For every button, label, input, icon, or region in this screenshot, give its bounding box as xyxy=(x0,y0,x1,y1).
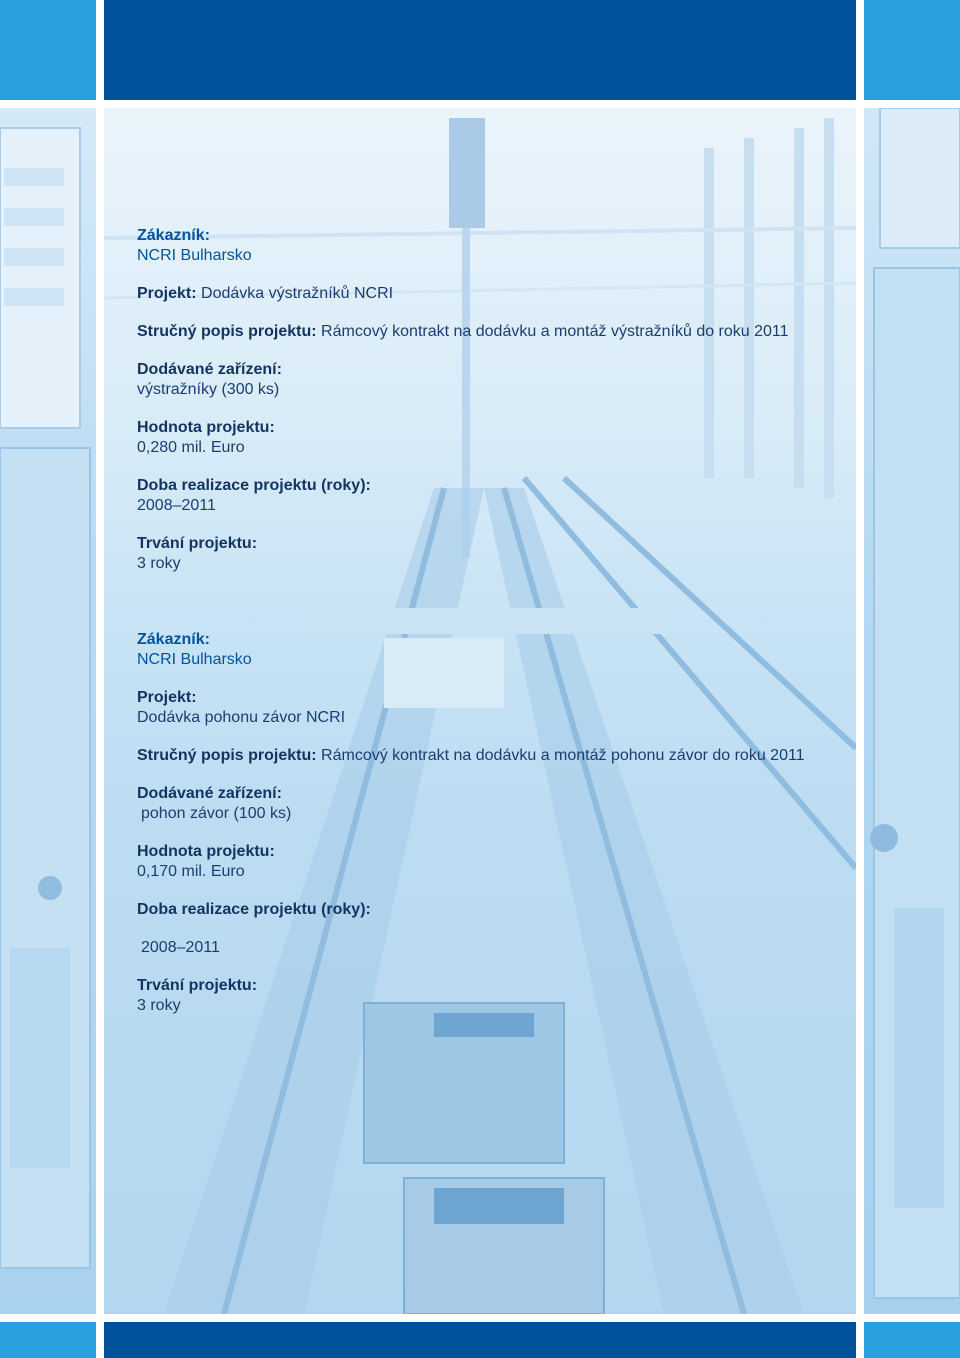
value-label: Hodnota projektu: xyxy=(137,843,275,860)
description-value: Rámcový kontrakt na dodávku a montáž výstražníků do roku 2011 xyxy=(321,323,789,340)
project1-value xyxy=(137,418,837,458)
equipment-value: pohon závor (100 ks) xyxy=(141,805,292,822)
section-gap xyxy=(137,592,837,630)
project2-duration xyxy=(137,976,837,1016)
project2-description xyxy=(137,746,837,766)
header-band-center xyxy=(104,0,856,100)
project-value: Dodávka výstražníků NCRI xyxy=(201,285,394,302)
description-label: Stručný popis projektu: xyxy=(137,747,317,764)
project2-project xyxy=(137,688,837,728)
project-label: Projekt: xyxy=(137,285,197,302)
header-band-right xyxy=(864,0,960,100)
project1-period xyxy=(137,476,837,516)
value-label: Hodnota projektu: xyxy=(137,419,275,436)
customer-label: Zákazník: xyxy=(137,631,210,648)
project2-value xyxy=(137,842,837,882)
footer-band-left xyxy=(0,1322,96,1358)
period-value: 2008–2011 xyxy=(141,939,220,956)
project1-customer xyxy=(137,226,837,266)
equipment-value: výstražníky (300 ks) xyxy=(137,381,280,398)
duration-label: Trvání projektu: xyxy=(137,977,258,994)
equipment-label: Dodávané zařízení: xyxy=(137,785,282,802)
project-list xyxy=(137,226,837,1034)
project-value: Dodávka pohonu závor NCRI xyxy=(137,709,346,726)
customer-label: Zákazník: xyxy=(137,227,210,244)
description-label: Stručný popis projektu: xyxy=(137,323,317,340)
project1-project xyxy=(137,284,837,304)
project-label: Projekt: xyxy=(137,689,197,706)
project2-period xyxy=(137,900,837,958)
equipment-cabinet-illustration xyxy=(0,108,96,1314)
customer-value: NCRI Bulharsko xyxy=(137,247,252,264)
photo-panel-left xyxy=(0,108,96,1314)
duration-value: 3 roky xyxy=(137,997,181,1014)
project2-equipment xyxy=(137,784,837,824)
header-band-left xyxy=(0,0,96,100)
footer-band-center xyxy=(104,1322,856,1358)
photo-panel-right xyxy=(864,108,960,1314)
value-amount: 0,170 mil. Euro xyxy=(137,863,245,880)
project1-equipment xyxy=(137,360,837,400)
duration-label: Trvání projektu: xyxy=(137,535,258,552)
period-label: Doba realizace projektu (roky): xyxy=(137,901,371,918)
project2-customer xyxy=(137,630,837,670)
equipment-label: Dodávané zařízení: xyxy=(137,361,282,378)
duration-value: 3 roky xyxy=(137,555,181,572)
value-amount: 0,280 mil. Euro xyxy=(137,439,245,456)
customer-value: NCRI Bulharsko xyxy=(137,651,252,668)
footer-band-right xyxy=(864,1322,960,1358)
project1-duration xyxy=(137,534,837,574)
description-value: Rámcový kontrakt na dodávku a montáž pohonu závor do roku 2011 xyxy=(321,747,805,764)
period-label: Doba realizace projektu (roky): xyxy=(137,477,371,494)
equipment-panel-illustration xyxy=(864,108,960,1314)
period-value: 2008–2011 xyxy=(137,497,216,514)
project1-description xyxy=(137,322,837,342)
